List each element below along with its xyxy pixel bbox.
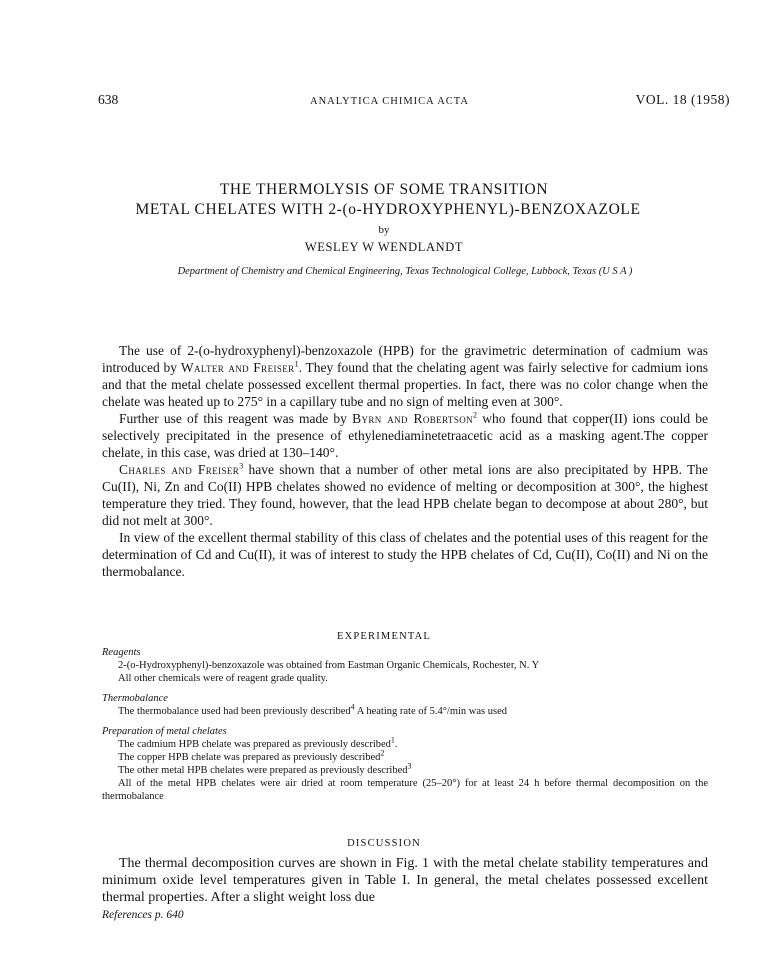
reagents-text-2: All other chemicals were of reagent grade quality.: [118, 673, 328, 684]
article-title-line-2: METAL CHELATES WITH 2-(o-HYDROXYPHENYL)-BENZOXAZOLE: [135, 201, 641, 218]
section-heading-discussion: DISCUSSION: [347, 838, 421, 849]
cited-authors: Walter and Freiser: [180, 360, 295, 375]
reference-marker: 3: [239, 461, 244, 471]
author-name: WESLEY W WENDLANDT: [304, 240, 464, 254]
preparation-text-1: The cadmium HPB chelate was prepared as previously described$^1$.: [118, 735, 398, 750]
section-heading-experimental: EXPERIMENTAL: [336, 631, 432, 642]
reference-marker: 3: [407, 761, 412, 771]
subheading-preparation: Preparation of metal chelates: [102, 726, 227, 737]
subheading-thermobalance: Thermobalance: [102, 693, 168, 704]
article-title-line-1: THE THERMOLYSIS OF SOME TRANSITION: [219, 181, 549, 198]
preparation-text-3: The other metal HPB chelates were prepared as previously described$^3$: [118, 761, 412, 776]
introduction: [102, 342, 708, 580]
intro-paragraph-3: Charles and Freiser$^3$ have shown that a number of other metal ions are also precipitated by HPB. The Cu(II), Ni, Zn and Co(II) HPB chelates showed no evidence of melting or decomposition at 300°, the highest temperature they tried. They found, however, that the lead HPB chelate began to decompose at about 280°, but did not melt at 300°.: [102, 461, 708, 528]
reference-marker: 2: [473, 410, 478, 420]
reference-marker: 4: [350, 702, 355, 712]
cited-authors: Charles and Freiser: [119, 462, 240, 477]
intro-paragraph-2: Further use of this reagent was made by Byrn and Robertson$^2$ who found that copper(II) ions could be selectively precipitated in the presence of ethylenediaminetetraacetic acid as a masking agent.The copper chelate, in this case, was dried at 130–140°.: [102, 410, 708, 460]
intro-paragraph-1: The use of 2-(o-hydroxyphenyl)-benzoxazole (HPB) for the gravimetric determination of cadmium was introduced by Walter and Freiser$^1$. They found that the chelating agent was fairly selective for cadmium ions and that the metal chelate possessed excellent thermal properties. In fact, there was no color change when the chelate was heated up to 275° in a capillary tube and no sign of melting even at 300°.: [102, 343, 708, 409]
experimental-section: [102, 646, 708, 803]
preparation-text-4: All of the metal HPB chelates were air dried at room temperature (25–20°) for at least 24 h before thermal decomposition on the thermobalance: [102, 778, 708, 802]
reference-marker: 1: [294, 359, 299, 369]
byline: by: [378, 224, 390, 236]
reference-marker: 1: [390, 735, 395, 745]
thermobalance-text: The thermobalance used had been previously described$^4$ A heating rate of 5.4°/min was used: [118, 702, 508, 717]
subheading-reagents: Reagents: [102, 647, 141, 658]
intro-paragraph-4: In view of the excellent thermal stability of this class of chelates and the potential uses of this reagent for the determination of Cd and Cu(II), it was of interest to study the HPB chelates of Cd, Cu(II), Co(II) and Ni on the thermobalance.: [102, 530, 708, 579]
volume-info: VOL. 18 (1958): [635, 92, 730, 107]
preparation-text-2: The copper HPB chelate was prepared as previously described$^2$: [118, 748, 385, 763]
journal-name: ANALYTICA CHIMICA ACTA: [310, 96, 469, 107]
reagents-text-1: 2-(o-Hydroxyphenyl)-benzoxazole was obtained from Eastman Organic Chemicals, Rochester, N. Y: [118, 660, 540, 671]
author-affiliation: Department of Chemistry and Chemical Engineering, Texas Technological College, Lubbock, Texas (U S A ): [177, 266, 633, 277]
page-number: 638: [98, 92, 119, 107]
discussion-paragraph: The thermal decomposition curves are shown in Fig. 1 with the metal chelate stability temperatures and minimum oxide level temperatures given in Table I. In general, the metal chelates possessed excellent thermal properties. After a slight weight loss due: [102, 856, 708, 905]
cited-authors: Byrn and Robertson: [352, 411, 474, 426]
references-note: References p. 640: [102, 909, 184, 921]
reference-marker: 2: [380, 748, 385, 758]
discussion-section: [102, 855, 708, 906]
